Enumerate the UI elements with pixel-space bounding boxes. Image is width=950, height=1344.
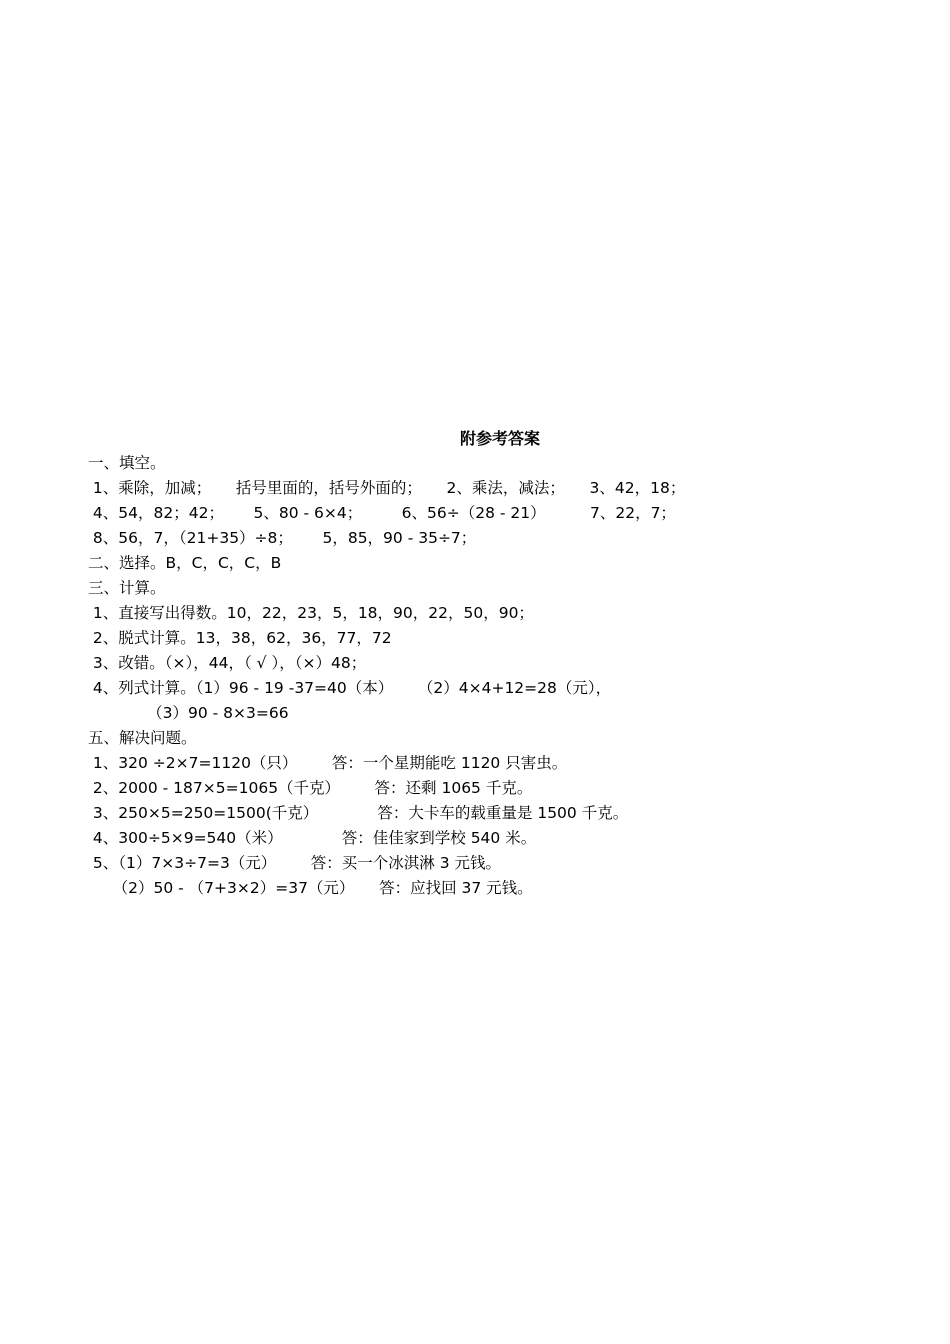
answer-line: 1、320 ÷2×7=1120（只） 答：一个星期能吃 1120 只害虫。 [88,754,568,772]
section-heading-fill-blank: 一、填空。 [88,454,166,472]
answer-line: 4、300÷5×9=540（米） 答：佳佳家到学校 540 米。 [88,829,537,847]
answer-line: 1、直接写出得数。10，22，23，5，18，90，22，50，90； [88,604,534,622]
answer-line: 5、（1）7×3÷7=3（元） 答：买一个冰淇淋 3 元钱。 [88,854,502,872]
answer-line: 2、2000 - 187×5=1065（千克） 答：还剩 1065 千克。 [88,779,533,797]
answer-line: 1、乘除，加减； 括号里面的，括号外面的； 2、乘法，减法； 3、42，18； [88,479,686,497]
section-heading-choice: 二、选择。B，C，C，C，B [88,554,282,572]
answer-line: 3、250×5=250=1500(千克） 答：大卡车的载重量是 1500 千克。 [88,804,629,822]
answer-line: 2、脱式计算。13，38，62，36，77，72 [88,629,392,647]
answer-line: 3、改错。（×），44，（ √ ），（×）48； [88,654,367,672]
answer-line: 4、列式计算。（1）96 - 19 -37=40（本） （2）4×4+12=28（元）， [88,679,612,697]
answer-line: （3）90 - 8×3=66 [88,704,289,722]
section-heading-calculation: 三、计算。 [88,579,166,597]
answer-line: （2）50 - （7+3×2）=37（元） 答：应找回 37 元钱。 [88,879,533,897]
section-heading-problems: 五、解决问题。 [88,729,197,747]
answer-line: 4、54，82；42； 5、80 - 6×4； 6、56÷（28 - 21） 7、22，7； [88,504,676,522]
page-title: 附参考答案 [459,429,540,448]
answer-line: 8、56，7，（21+35）÷8； 5，85，90 - 35÷7； [88,529,477,547]
